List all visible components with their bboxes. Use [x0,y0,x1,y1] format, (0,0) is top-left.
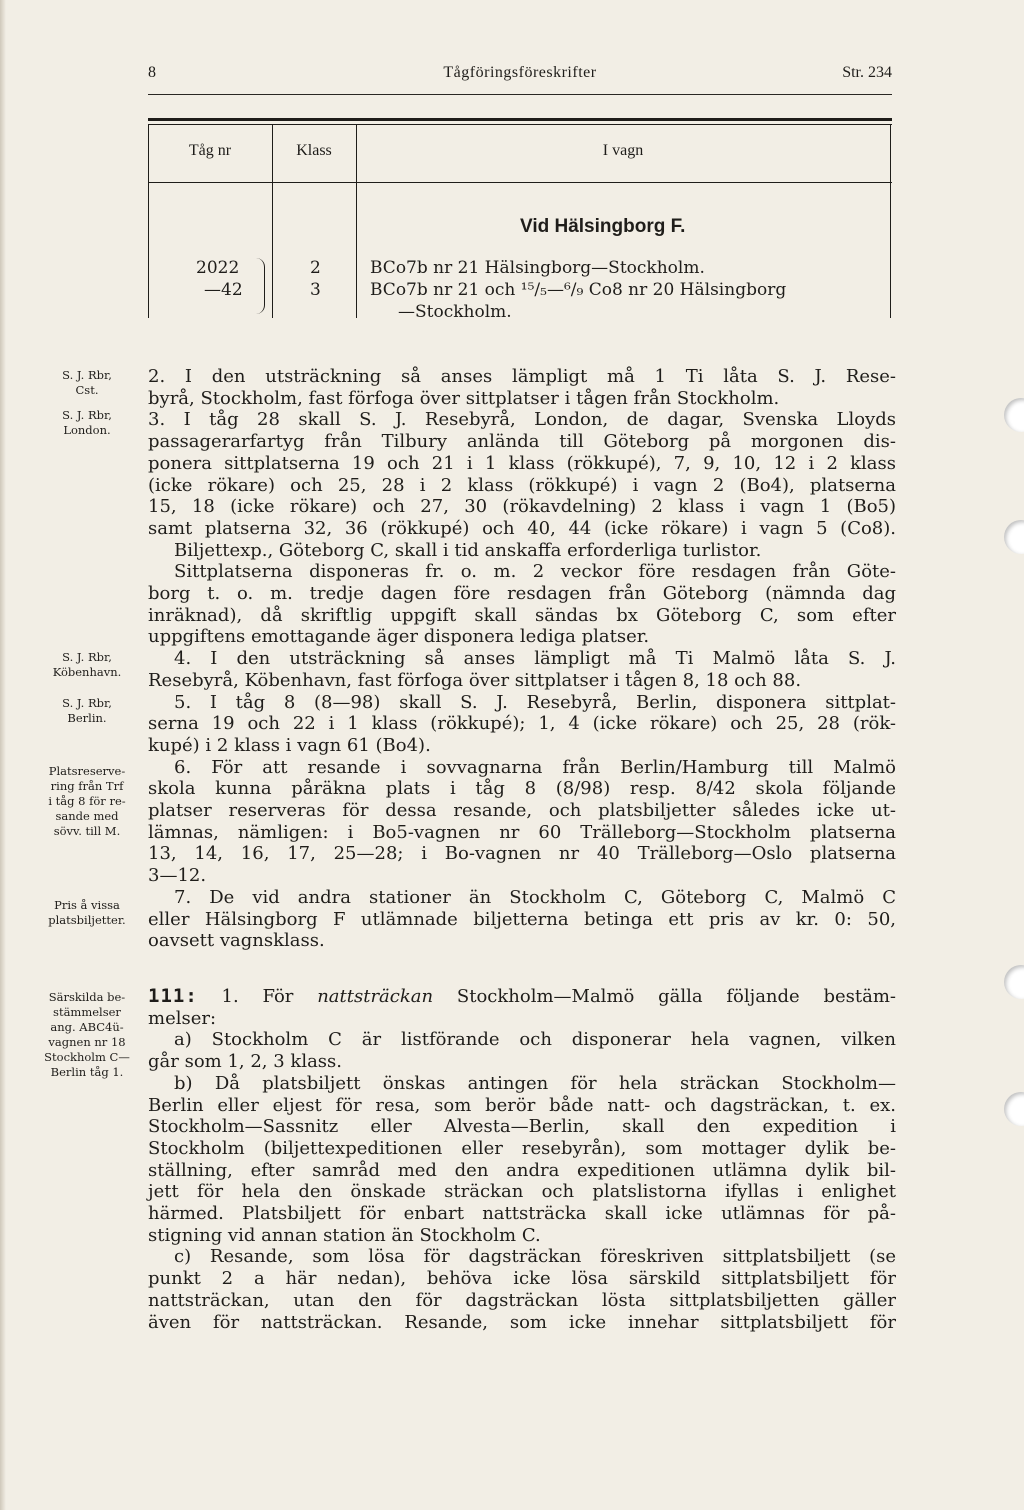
punch-hole [1004,520,1024,554]
paragraph-c: c) Resande, som lösa för dagsträckan föreskriven sittplatsbiljett (se punkt 2 a här nedan), behöva icke lösa särskild sittplatsbiljett för nattsträckan, utan den för dagsträckan lösta sittplatsbiljetten gäller även för nattsträckan. Resande, som icke innehar sittplatsbiljett för [148,1246,896,1333]
margin-note: Särskilda be- stämmelser ang. ABC4ü- vagnen nr 18 Stockholm C— Berlin tåg 1. [44,990,130,1079]
header-divider [148,94,892,95]
punch-hole [1004,1092,1024,1126]
paragraph-6: 6. För att resande i sovvagnarna från Berlin/Hamburg till Malmö skola kunna påräkna plats i tåg 8 (8/98) resp. 8/42 skola följande platser reserveras för dessa resande, och platsbiljetter således icke ut- lämnas, nämligen: i Bo5-vagnen nr 60 Trälleborg—Stockholm platserna 13, 14, 16, 17, 25—28; i Bo-vagnen nr 40 Trälleborg—Oslo platserna 3—12. [148,756,896,887]
table-cell-klass: 2 [310,258,321,278]
punch-hole [1004,398,1024,432]
paragraph-5: 5. I tåg 8 (8—98) skall S. J. Resebyrå, Berlin, disponera sittplat- serna 19 och 22 i 1 klass (rökkupé); 1, 4 (icke rökare) och 25, 28 (rök- kupé) i 2 klass i vagn 61 (Bo4). [148,691,896,756]
section-number: 111: [148,985,198,1007]
body-text-section-111 [148,986,896,1333]
column-header-i-vagn: I vagn [602,142,644,159]
punch-hole [1004,965,1024,999]
margin-note: S. J. Rbr, Berlin. [62,696,112,725]
table-top-rule [148,118,892,121]
margin-note: Platsreserve- ring från Trf i tåg 8 för re- sande med sövv. till M. [48,764,126,838]
table-column-divider [890,124,891,318]
table-cell-i-vagn: BCo7b nr 21 Hälsingborg—Stockholm. [370,258,705,278]
column-header-tag-nr: Tåg nr [188,142,232,159]
paragraph-2: 2. I den utsträckning så anses lämpligt må 1 Ti låta S. J. Rese- byrå, Stockholm, fast förfoga över sittplatser i tågen från Stockholm. [148,366,896,409]
margin-note: S. J. Rbr, Cst. [62,368,112,397]
table-top-rule [148,124,892,125]
page-header [148,62,892,92]
table-header-rule [148,182,892,183]
page-number: 8 [148,64,156,81]
paragraph-3: 3. I tåg 28 skall S. J. Resebyrå, London, de dagar, Svenska Lloyds passagerarfartyg från Tilbury anlända till Göteborg på morgonen dis- ponera sittplatserna 19 och 21 i 1 klass (rökkupé), 7, 9, 10, 12 i 2 klass (icke rökare) och 25, 28 i 2 klass (rökkupé) i vagn 2 (Bo4), platserna 15, 18 (icke rökare) och 27, 30 (rökavdelning) 2 klass i vagn 1 (Bo5) samt platserna 32, 36 (rökkupé) och 40, 44 (icke rökare) i vagn 5 (Co8). Biljettexp., Göteborg C, skall i tid anskaffa erforderliga turlistor. [148,409,896,561]
section-heading: Vid Hälsingborg F. [520,216,686,237]
column-header-klass: Klass [296,142,332,159]
paragraph-4: 4. I den utsträckning så anses lämpligt må Ti Malmö låta S. J. Resebyrå, Köbenhavn, fast förfoga över sittplatser i tågen 8, 18 och 88. [148,648,896,691]
table-cell-tag-nr: —42 [204,280,243,300]
margin-note: S. J. Rbr, Köbenhavn. [52,650,122,679]
margin-note: S. J. Rbr, London. [62,408,112,437]
paragraph-a: a) Stockholm C är listförande och disponerar hela vagnen, vilken går som 1, 2, 3 klass. [148,1029,896,1073]
page-title: Tågföringsföreskrifter [443,64,597,81]
train-table [148,118,892,322]
paragraph-b: b) Då platsbiljett önskas antingen för hela sträckan Stockholm— Berlin eller eljest för resa, som berör både natt- och dagsträckan, t. ex. Stockholm—Sassnitz eller Alvesta—Berlin, skall den expedition i Stockholm (biljettexpeditionen eller resebyrån), som mottager dylik be- ställning, efter samråd med den andra expeditionen utlämna dylik bil- jett för hela den önskade sträckan och platslistorna ifyllas i enlighet härmed. Platsbiljett för enbart nattsträcka skall icke utlämnas för på- stigning vid annan station än Stockholm C. [148,1072,896,1246]
table-cell-i-vagn: BCo7b nr 21 och ¹⁵/₅—⁶/₉ Co8 nr 20 Hälsingborg [370,280,787,300]
paragraph-7: 7. De vid andra stationer än Stockholm C, Göteborg C, Malmö C eller Hälsingborg F utlämnade biljetterna betinga ett pris av kr. 0: 50, oavsett vagnsklass. [148,886,896,952]
page-ref: Str. 234 [842,64,892,81]
paragraph-111: 111: 1. För nattsträckan Stockholm—Malmö gälla följande bestäm- melser: [148,985,896,1029]
table-cell-i-vagn: —Stockholm. [398,302,512,322]
table-cell-klass: 3 [310,280,321,300]
page-edge [0,0,6,1510]
margin-note: Pris å vissa platsbiljetter. [48,898,126,927]
paragraph-3b: Sittplatserna disponeras fr. o. m. 2 veckor före resdagen från Göte- borg t. o. m. tredje dagen före resdagen från Göteborg (nämnda dag inräknad), då skriftlig uppgift skall sändas bx Göteborg C, som efter uppgiftens emottagande äger disponera lediga platser. [148,561,896,648]
table-cell-tag-nr: 2022 [196,258,240,278]
brace [256,258,265,314]
body-text [148,366,896,952]
